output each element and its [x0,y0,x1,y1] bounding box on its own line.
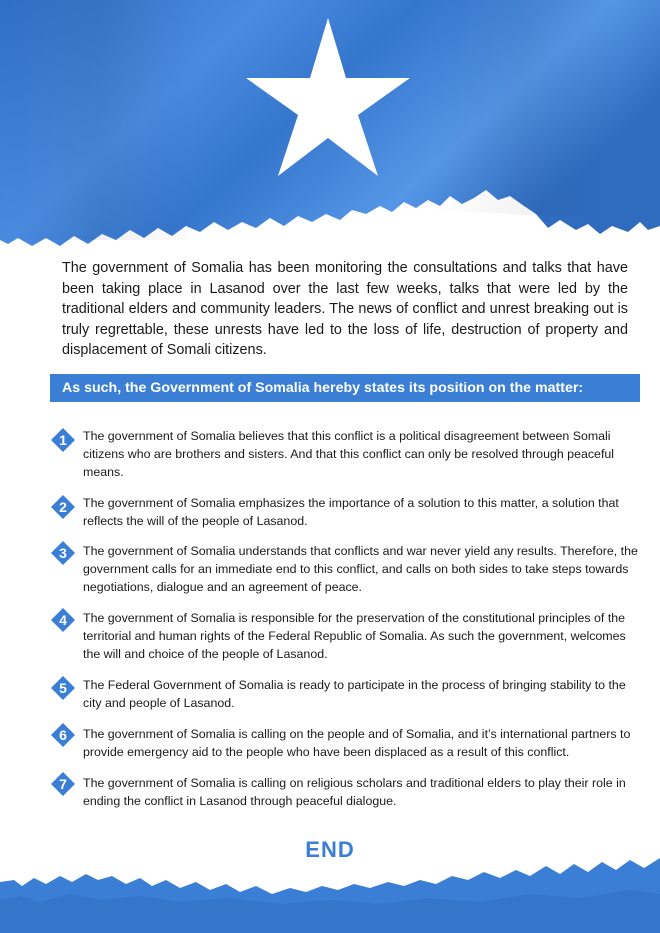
number-badge [51,541,75,565]
number-badge [51,723,75,747]
number-badge [51,608,75,632]
point-text: The government of Somalia is calling on religious scholars and traditional elders to play their role in ending the conflict in Lasanod through peaceful dialogue. [83,776,626,809]
number-badge [51,772,75,796]
intro-paragraph: The government of Somalia has been monitoring the consultations and talks that have been taking place in Lasanod over the last few weeks, talks that were led by the traditional elders and community leaders. The news of conflict and unrest breaking out is truly regrettable, these unrests have led to the loss of life, destruction of property and displacement of Somali citizens. [62,260,628,359]
point-number: 6 [59,727,67,743]
position-heading: As such, the Government of Somalia hereby states its position on the matter: [62,380,584,396]
point-number: 1 [59,432,67,448]
point-text: The government of Somalia believes that this conflict is a political disagreement between Somali citizens who are brothers and sisters. And that this conflict can only be resolved through peaceful means. [83,429,615,480]
number-badge [51,495,75,519]
point-number: 2 [59,499,67,515]
point-number: 4 [59,612,67,628]
point-text: The government of Somalia understands that conflicts and war never yield any results. Therefore, the government calls for an immediate end to this conflict, and calls on both sides to take steps towards negotiations, dialogue and an agreement of peace. [83,544,638,595]
point-text: The Federal Government of Somalia is ready to participate in the process of bringing stability to the city and people of Lasanod. [83,678,626,711]
point-number: 3 [59,545,67,561]
end-label: END [305,837,355,862]
point-text: The government of Somalia is calling on the people and of Somalia, and it’s international partners to provide emergency aid to the people who have been displaced as a result of this conflict. [83,727,631,760]
point-text: The government of Somalia emphasizes the importance of a solution to this matter, a solution that reflects the will of the people of Lasanod. [83,496,619,529]
position-heading-bar [50,374,640,402]
bottom-wave-decoration [0,850,660,933]
number-badge [51,428,75,452]
number-badge [51,676,75,700]
point-number: 7 [59,776,67,792]
point-number: 5 [59,680,67,696]
point-text: The government of Somalia is responsible for the preservation of the constitutional principles of the territorial and human rights of the Federal Republic of Somalia. As such the government, welcomes the will and choice of the people of Lasanod. [83,611,626,662]
flag-banner [0,0,660,260]
